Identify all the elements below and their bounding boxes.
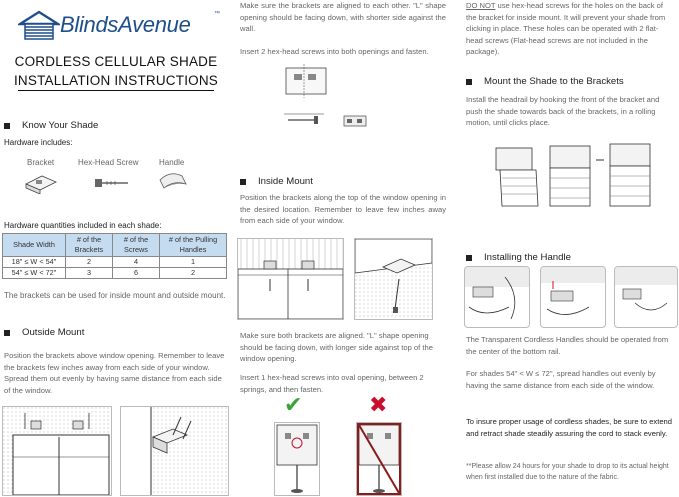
document-title-line1: CORDLESS CELLULAR SHADE — [14, 54, 218, 69]
table-cell: 54" ≤ W < 72" — [3, 268, 66, 279]
handle-text-2: For shades 54" < W ≤ 72", spread handles out evenly by having the same distance from each side of the window. — [466, 369, 656, 390]
outside-mount-heading: Outside Mount — [4, 327, 84, 338]
handle-step-3-diagram — [614, 266, 678, 328]
installing-handle-heading: Installing the Handle — [466, 252, 571, 263]
inside-mount-heading: Inside Mount — [240, 176, 313, 187]
part-label-screw: Hex-Head Screw — [78, 158, 139, 167]
outside-mount-illustration-2 — [120, 406, 229, 496]
mount-shade-diagram — [492, 140, 654, 210]
do-not-emphasis: DO NOT — [466, 1, 496, 10]
incorrect-x-icon: ✖ — [369, 392, 388, 417]
brand-name: BlindsAvenue — [60, 12, 191, 37]
outside-mount-text: Position the brackets above window opening. Remember to leave the brackets few inches away from each side of your window. Spread them out evenly by having same distance from each side of the window. — [4, 351, 225, 395]
document-title-line2: INSTALLATION INSTRUCTIONS — [13, 73, 219, 88]
table-cell: 1 — [160, 257, 227, 268]
table-cell: 18" ≤ W < 54" — [3, 257, 66, 268]
inside-align-text: Make sure both brackets are aligned. "L" shape opening should be facing down, with longer side against top of the window opening. — [240, 331, 433, 364]
handle-step-1-diagram — [464, 266, 530, 328]
bullet-square-icon — [466, 255, 472, 261]
table-header: Shade Width — [3, 234, 66, 257]
title-underline — [18, 90, 214, 91]
brackets-mount-note: The brackets can be used for inside mount and outside mount. — [4, 291, 226, 300]
table-row — [3, 268, 227, 279]
insert-screws-text: Insert 2 hex-head screws into both openings and fasten. — [240, 47, 429, 56]
part-label-handle: Handle — [159, 158, 185, 167]
handle-step-2-diagram — [540, 266, 606, 328]
do-not-rest: use hex-head screws for the holes on the back of the bracket for inside mount. It will prevent your shade from clicking in place. These holes can be operated with 2 flat-head screws (Flat-head screws are not included in the package). — [466, 1, 666, 57]
table-cell: 4 — [113, 257, 160, 268]
incorrect-mount-diagram — [356, 422, 402, 496]
inside-mount-illustration-2 — [354, 238, 433, 320]
handle-drop-note: **Please allow 24 hours for your shade to drop to its actual height when first installed due to the nature of the fabric. — [466, 463, 669, 481]
table-cell: 6 — [113, 268, 160, 279]
outside-mount-illustration-1 — [2, 406, 112, 496]
bullet-square-icon — [466, 79, 472, 85]
table-header: # of the Pulling Handles — [160, 234, 227, 257]
hardware-quantities-table — [2, 233, 227, 279]
handle-icon — [158, 170, 188, 194]
bullet-square-icon — [4, 330, 10, 336]
inside-mount-text: Position the brackets along the top of the window opening in the desired location. Remember to leave few inches away from each side of your window. — [240, 193, 446, 226]
outside-bracket-diagram — [284, 64, 374, 136]
table-cell: 2 — [66, 257, 113, 268]
bullet-square-icon — [4, 123, 10, 129]
inside-insert-screw-text: Insert 1 hex-head screws into oval opening, between 2 springs, and then fasten. — [240, 373, 424, 394]
table-cell: 2 — [160, 268, 227, 279]
do-not-note — [466, 0, 674, 58]
brand-logo — [18, 8, 218, 42]
part-label-bracket: Bracket — [27, 158, 55, 167]
hex-screw-icon — [95, 178, 129, 188]
handle-text-3: To insure proper usage of cordless shades, be sure to extend and retract shade steadily assuring the cord to stack evenly. — [466, 417, 672, 438]
table-row — [3, 257, 227, 268]
brand-trademark: ™ — [214, 11, 220, 17]
correct-mount-diagram — [274, 422, 320, 496]
quantities-label: Hardware quantities included in each shade: — [4, 221, 162, 230]
table-header: # of the Brackets — [66, 234, 113, 257]
know-your-shade-heading: Know Your Shade — [4, 120, 98, 131]
correct-check-icon: ✔ — [284, 392, 303, 417]
table-header-row — [3, 234, 227, 257]
align-brackets-text: Make sure the brackets are aligned to each other. "L" shape opening should be facing down, with shorter side against the wall. — [240, 1, 446, 34]
mount-shade-heading: Mount the Shade to the Brackets — [466, 76, 624, 87]
mount-shade-text: Install the headrail by hooking the front of the bracket and push the shade towards back of the brackets, in a rolling motion, until clicks place. — [466, 95, 660, 128]
bracket-icon — [24, 170, 58, 194]
hardware-includes-label: Hardware includes: — [4, 138, 73, 147]
handle-text-1: The Transparent Cordless Handles should be operated from the center of the bottom rail. — [466, 335, 669, 356]
inside-mount-illustration-1 — [237, 238, 344, 320]
table-header: # of the Screws — [113, 234, 160, 257]
table-cell: 3 — [66, 268, 113, 279]
bullet-square-icon — [240, 179, 246, 185]
house-icon — [18, 10, 60, 40]
